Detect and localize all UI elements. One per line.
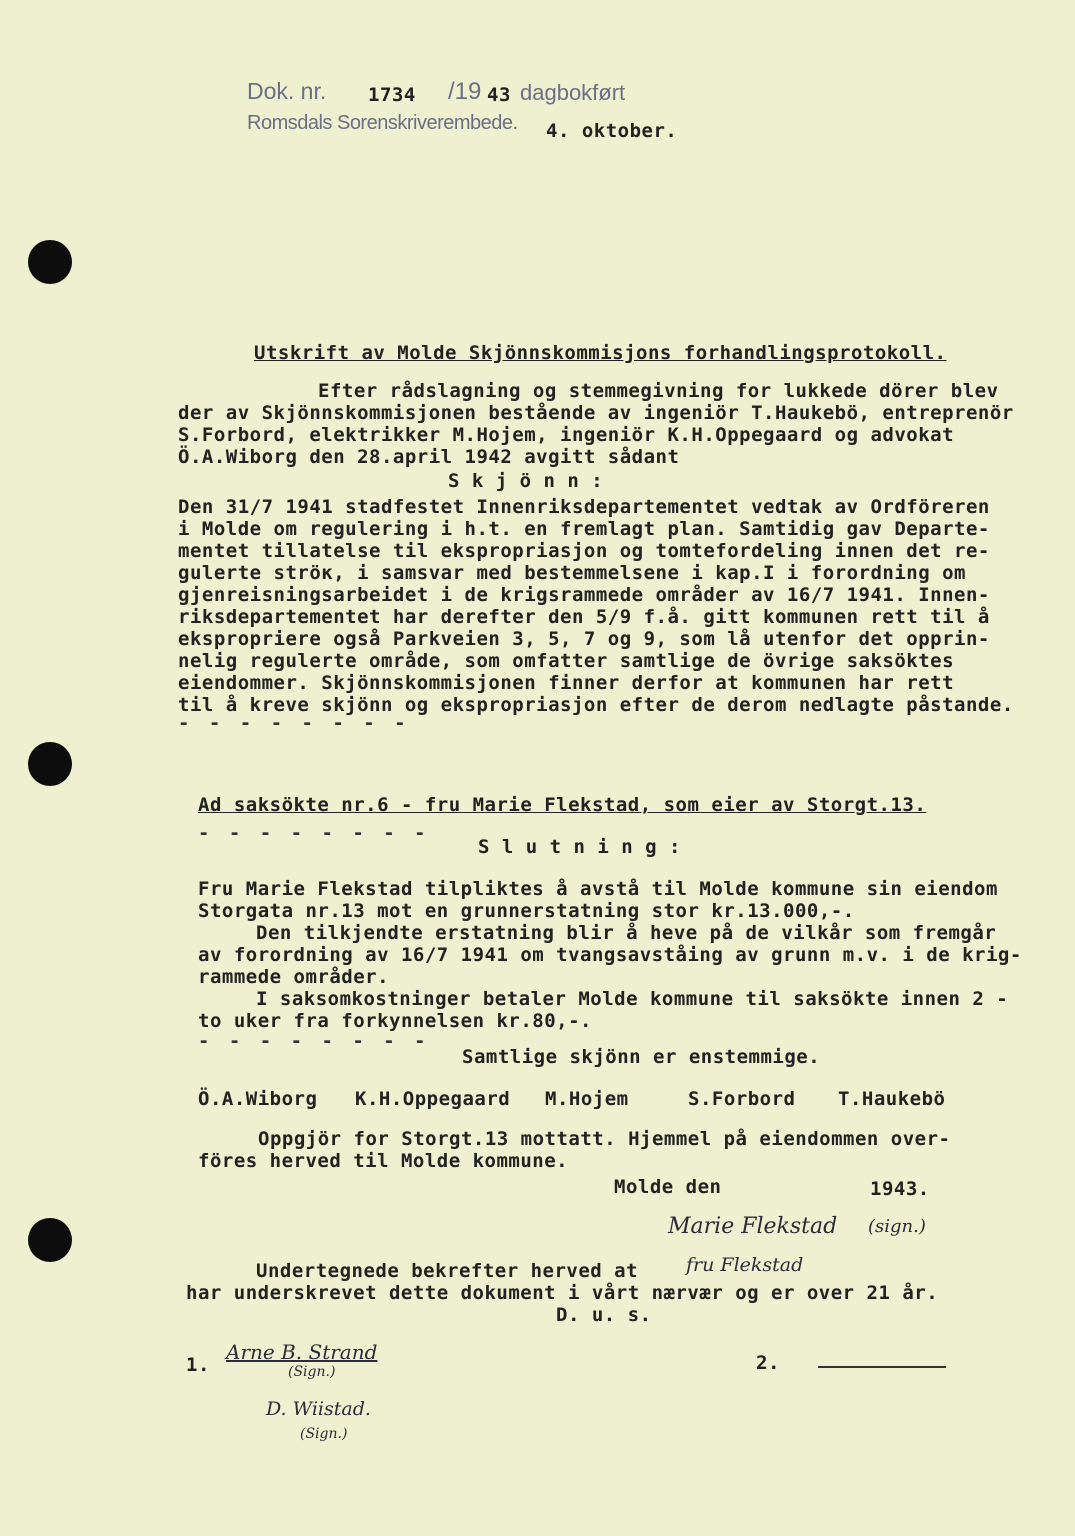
slutning-line-2: Storgata nr.13 mot en grunnerstatning stor kr.13.000,-. [198,900,855,922]
slutning-line-1: Fru Marie Flekstad tilpliktes å avstå til Molde kommune sin eiendom [198,878,998,900]
signatory-forbord: S.Forbord [688,1088,796,1110]
oppgjor-line-2: föres herved til Molde kommune. [198,1150,569,1172]
punch-hole-middle [28,742,72,786]
body-line-1: Den 31/7 1941 stadfestet Innenriksdepartementet vedtak av Ordföreren [178,496,990,518]
document-title: Utskrift av Molde Skjönnskommisjons forhandlingsprotokoll. [254,342,947,364]
signatory-wiborg: Ö.A.Wiborg [198,1088,318,1110]
stamp-date: 4. oktober. [546,120,678,142]
dash-separator-1: - - - - - - - - [178,712,410,734]
body-line-6: riksdepartementet har derefter den 5/9 f.å. gitt kommunen rett til å [178,606,990,628]
body-line-4: gulerte ströк, i samsvar med bestemmelsene i kap.I i forordning om [178,562,966,584]
stamp-dok-number: 1734 [368,84,416,106]
slutning-line-7: to uker fra forkynnelsen kr.80,-. [198,1010,592,1032]
stamp-dok-label: Dok. nr. [247,78,327,104]
witness-1-signature: Arne B. Strand [226,1340,378,1364]
witness-1-sign-note: (Sign.) [288,1364,336,1380]
intro-line-4: Ö.A.Wiborg den 28.april 1942 avgitt sådant [178,446,680,468]
stamp-dagbokfort: dagbokført [520,80,626,105]
oppgjor-line-1: Oppgjör for Storgt.13 mottatt. Hjemmel på eiendommen over- [258,1128,951,1150]
body-line-5: gjenreisningsarbeidet i de krigsrammede områder av 16/7 1941. Innen- [178,584,990,606]
enstemmige-line: Samtlige skjönn er enstemmige. [462,1046,821,1068]
skjonn-heading: S k j ö n n : [448,470,604,492]
witness-inline-handwriting: fru Flekstad [686,1254,804,1276]
signatory-haukebo: T.Haukebö [838,1088,946,1110]
intro-line-2: der av Skjönnskommisjonen bestående av ingeniör T.Haukebö, entreprenör [178,402,1014,424]
witness-line-2: har underskrevet dette dokument i vårt nærvær og er over 21 år. [186,1282,939,1304]
body-line-2: i Molde om regulering i h.t. en fremlagt plan. Samtidig gav Departe- [178,518,990,540]
punch-hole-top [28,240,72,284]
witness-line-1: Undertegnede bekrefter herved at [256,1260,639,1282]
slutning-line-4: av forordning av 16/7 1941 om tvangsavståing av grunn m.v. i de krig- [198,944,1022,966]
signature-flekstad: Marie Flekstad [668,1214,838,1239]
body-line-3: mentet tillatelse til ekspropriasjon og tomtefordeling innen det re- [178,540,990,562]
body-line-10: til å kreve skjönn og ekspropriasjon efter de derom nedlagte påstande. [178,694,1014,716]
stamp-year-label: /19 [448,78,482,105]
intro-line-1: Efter rådslagning og stemmegivning for lukkede dörer blev [318,380,999,402]
witness-2-number: 2. [756,1352,780,1374]
witness-3-sign-note: (Sign.) [300,1426,348,1442]
dus-line: D. u. s. [556,1304,652,1326]
slutning-heading: S l u t n i n g : [478,836,681,858]
witness-1-number: 1. [186,1354,210,1376]
intro-line-3: S.Forbord, elektrikker M.Hojem, ingeniör K.H.Oppegaard og advokat [178,424,955,446]
dash-separator-3: - - - - - - - - [198,1030,430,1052]
ad-saksokte-heading: Ad saksökte nr.6 - fru Marie Flekstad, som eier av Storgt.13. [198,794,927,816]
body-line-8: nelig regulerte område, som omfatter samtlige de övrige saksöktes [178,650,955,672]
place-date: Molde den [614,1176,722,1198]
dash-separator-2: - - - - - - - - [198,822,430,844]
stamp-office: Romsdals Sorenskriverembede. [247,112,518,134]
slutning-line-3: Den tilkjendte erstatning blir å heve på de vilkår som fremgår [256,922,997,944]
signatory-hojem: M.Hojem [545,1088,629,1110]
signatory-oppegaard: K.H.Oppegaard [355,1088,511,1110]
signature-flekstad-suffix: (sign.) [868,1216,926,1237]
body-line-9: eiendommer. Skjönnskommisjonen finner derfor at kommunen har rett [178,672,955,694]
place-date-year: 1943. [870,1178,930,1200]
punch-hole-bottom [28,1218,72,1262]
slutning-line-5: rammede områder. [198,966,390,988]
stamp-year: 43 [487,84,511,106]
witness-2-blank-line [818,1366,946,1368]
body-line-7: ekspropriere også Parkveien 3, 5, 7 og 9, som lå utenfor det opprin- [178,628,990,650]
witness-3-signature: D. Wiistad. [266,1398,371,1420]
slutning-line-6: I saksomkostninger betaler Molde kommune til saksökte innen 2 - [256,988,1009,1010]
